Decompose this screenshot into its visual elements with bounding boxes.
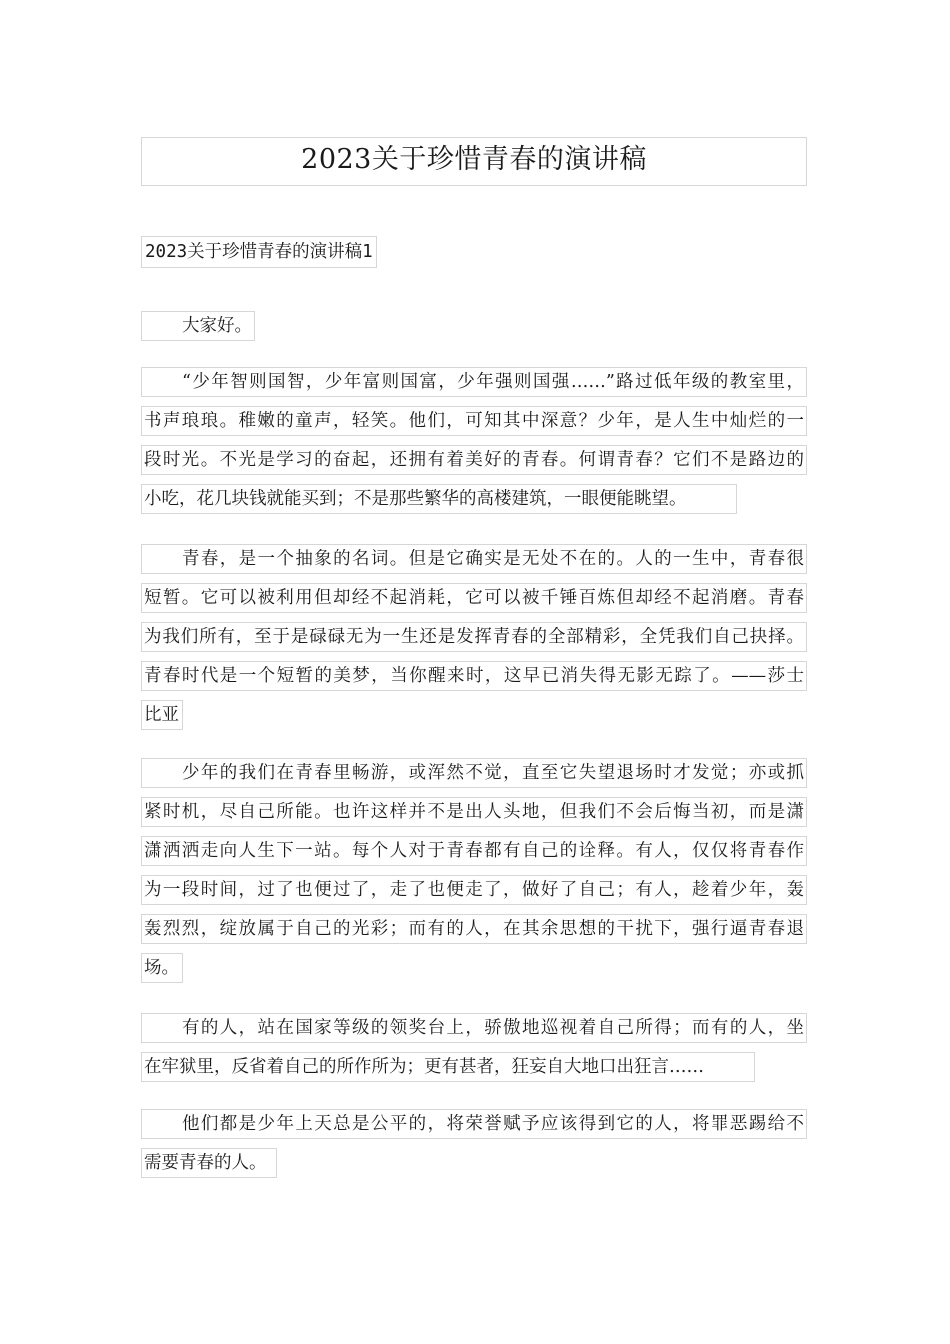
text-line: 有的人，站在国家等级的领奖台上，骄傲地巡视着自己所得；而有的人，坐 [141,1013,807,1043]
text-line: 青春，是一个抽象的名词。但是它确实是无处不在的。人的一生中，青春很 [141,544,807,574]
text-line: 潇洒洒走向人生下一站。每个人对于青春都有自己的诠释。有人，仅仅将青春作 [141,836,807,866]
text-line: 需要青春的人。 [141,1148,277,1178]
text-line: 紧时机，尽自己所能。也许这样并不是出人头地，但我们不会后悔当初，而是潇 [141,797,807,827]
paragraph-greeting [141,311,809,350]
text-line: 在牢狱里，反省着自己的所作所为；更有甚者，狂妄自大地口出狂言…… [141,1052,755,1082]
text-line: 为一段时间，过了也便过了，走了也便走了，做好了自己；有人，趁着少年，轰 [141,875,807,905]
text-line: 轰烈烈，绽放属于自己的光彩；而有的人，在其余思想的干扰下，强行逼青春退 [141,914,807,944]
section-heading: 2023关于珍惜青春的演讲稿1 [141,236,377,268]
text-line: 大家好。 [141,311,255,341]
document-title: 2023关于珍惜青春的演讲稿 [141,137,807,186]
paragraph-1 [141,367,809,523]
paragraph-4 [141,1013,809,1091]
text-line: 为我们所有，至于是碌碌无为一生还是发挥青春的全部精彩，全凭我们自己抉择。 [141,622,807,652]
text-line: 段时光。不光是学习的奋起，还拥有着美好的青春。何谓青春？它们不是路边的 [141,445,807,475]
text-line: 短暂。它可以被利用但却经不起消耗，它可以被千锤百炼但却经不起消磨。青春 [141,583,807,613]
paragraph-2 [141,544,809,739]
text-line: 比亚 [141,700,183,730]
text-line: 书声琅琅。稚嫩的童声，轻笑。他们，可知其中深意？少年，是人生中灿烂的一 [141,406,807,436]
paragraph-5 [141,1109,809,1187]
text-line: “少年智则国智，少年富则国富，少年强则国强……”路过低年级的教室里， [141,367,807,397]
text-line: 少年的我们在青春里畅游，或浑然不觉，直至它失望退场时才发觉；亦或抓 [141,758,807,788]
text-line: 场。 [141,953,183,983]
text-line: 小吃，花几块钱就能买到；不是那些繁华的高楼建筑，一眼便能眺望。 [141,484,737,514]
text-line: 他们都是少年上天总是公平的，将荣誉赋予应该得到它的人，将罪恶踢给不 [141,1109,807,1139]
text-line: 青春时代是一个短暂的美梦，当你醒来时，这早已消失得无影无踪了。——莎士 [141,661,807,691]
paragraph-3 [141,758,809,992]
